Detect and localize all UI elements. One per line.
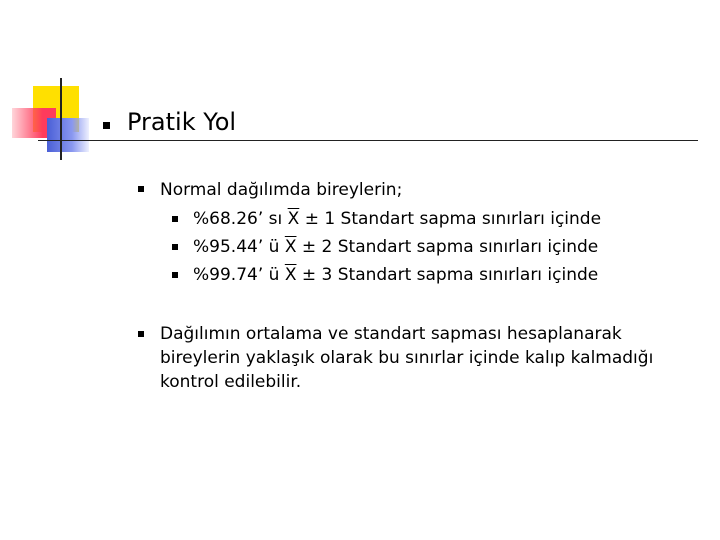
sub-bullet-icon — [172, 272, 178, 278]
sub-bullet-text — [193, 235, 598, 259]
bullet-text: Normal dağılımda bireylerin; — [160, 180, 403, 200]
mean-symbol: $\overline{X}$ — [284, 237, 297, 257]
percentage: %68.26’ sı — [193, 209, 283, 229]
mean-symbol: $\overline{X}$ — [284, 265, 297, 285]
slide-title: Pratik Yol — [127, 108, 237, 136]
sub-bullet-text — [193, 263, 598, 287]
title-underline — [38, 140, 698, 141]
mean-symbol: $\overline{X}$ — [287, 209, 300, 229]
decorative-vertical-line — [60, 78, 62, 160]
bullet-icon — [138, 331, 144, 337]
sub-bullet-icon — [172, 216, 178, 222]
bullet-icon — [138, 186, 144, 192]
percentage: %95.44’ ü — [193, 237, 280, 257]
sub-bullet-icon — [172, 244, 178, 250]
decorative-blue-square — [47, 118, 89, 152]
percentage: %99.74’ ü — [193, 265, 280, 285]
sub-bullet-text — [193, 207, 601, 231]
range-text: ± 1 Standart sapma sınırları içinde — [304, 209, 602, 229]
title-bullet-icon — [103, 122, 110, 129]
range-text: ± 2 Standart sapma sınırları içinde — [301, 237, 599, 257]
range-text: ± 3 Standart sapma sınırları içinde — [301, 265, 599, 285]
bullet-paragraph: Dağılımın ortalama ve standart sapması hesaplanarak bireylerin yaklaşık olarak bu sınırlar içinde kalıp kalmadığı kontrol edilebilir. — [160, 324, 654, 392]
